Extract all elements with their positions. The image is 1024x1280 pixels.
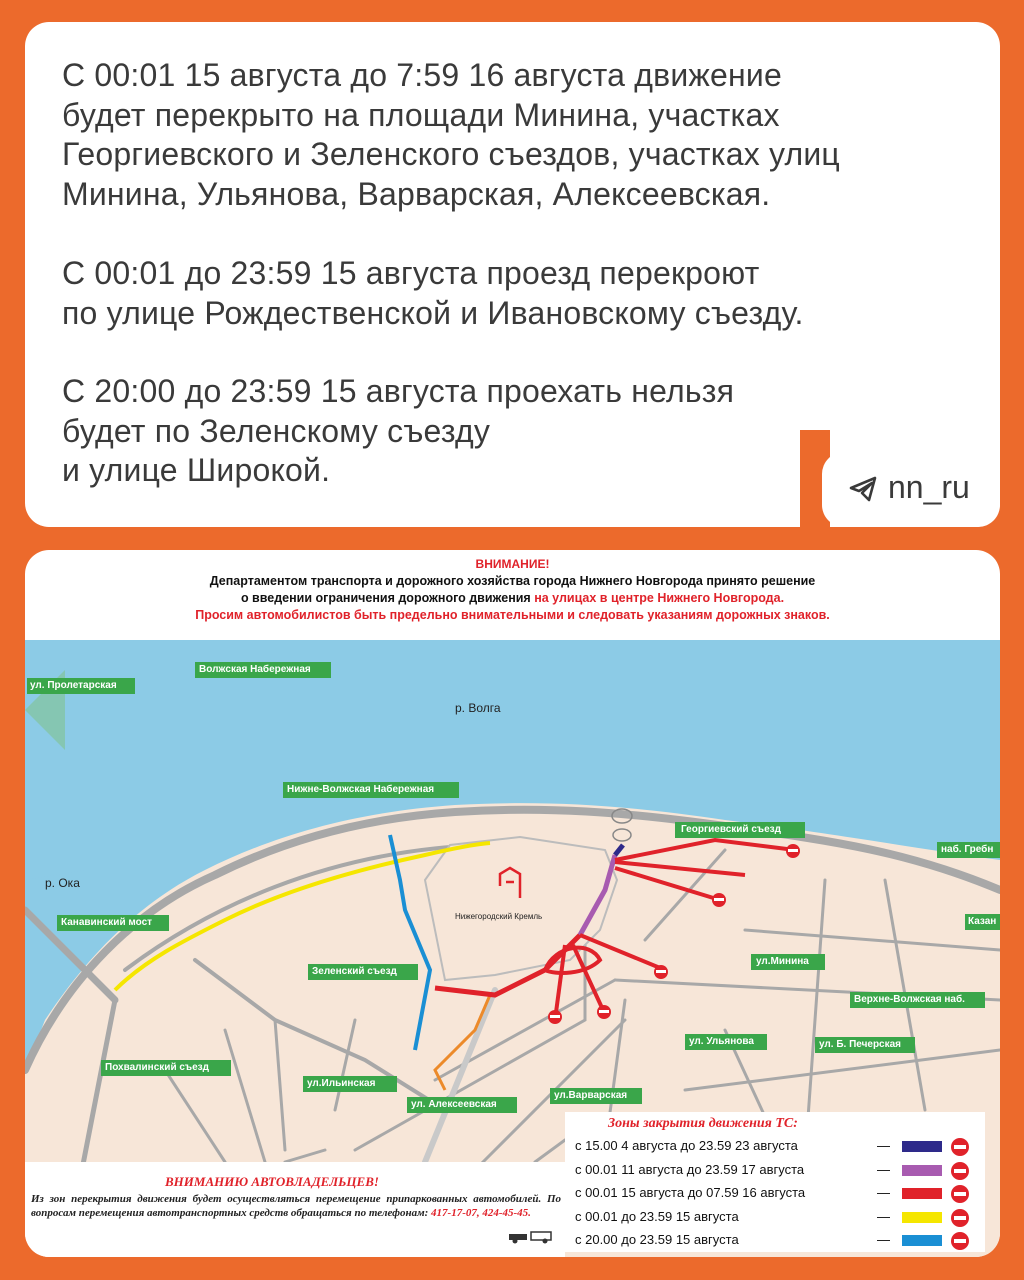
street-label: Волжская Набережная — [199, 664, 311, 675]
legend — [565, 1112, 985, 1252]
owners-notice — [25, 1162, 565, 1257]
notice-heading: ВНИМАНИЕ! — [475, 557, 550, 571]
notice-line2-black: о введении ограничения дорожного движения — [240, 591, 535, 605]
paragraph-3 — [62, 372, 962, 491]
street-label: Нижне-Волжская Набережная — [287, 784, 435, 795]
label-kremlin: Нижегородский Кремль — [455, 912, 543, 921]
tow-truck-icon — [507, 1228, 557, 1244]
legend-row — [575, 1232, 739, 1247]
legend-row-text: с 00.01 11 августа до 23.59 17 августа — [575, 1162, 805, 1177]
legend-row-text: с 20.00 до 23.59 15 августа — [575, 1232, 739, 1247]
street-label: ул. Алексеевская — [411, 1099, 497, 1110]
legend-row — [575, 1209, 739, 1224]
legend-row-text: с 15.00 4 августа до 23.59 23 августа — [575, 1138, 798, 1153]
street-label: Канавинский мост — [61, 917, 153, 928]
owners-notice-text — [31, 1192, 561, 1220]
owners-notice-title: ВНИМАНИЮ АВТОВЛАДЕЛЬЦЕВ! — [165, 1174, 379, 1189]
street-label: Верхне-Волжская наб. — [854, 994, 965, 1005]
legend-row — [575, 1162, 804, 1177]
legend-swatch-red — [902, 1188, 942, 1199]
legend-swatch-navy — [902, 1141, 942, 1152]
legend-swatch-blue — [902, 1235, 942, 1246]
legend-row-text: с 00.01 до 23.59 15 августа — [575, 1209, 739, 1224]
legend-dash: — — [877, 1209, 890, 1224]
text-line: Георгиевского и Зеленского съездов, участках улиц — [62, 136, 840, 172]
street-label: ул. Б. Печерская — [819, 1039, 902, 1050]
street-label: ул.Варварская — [554, 1090, 628, 1101]
channel-handle: nn_ru — [888, 469, 970, 505]
text-line: по улице Рождественской и Ивановскому съезду. — [62, 294, 804, 331]
legend-swatch-purple — [902, 1165, 942, 1176]
legend-row — [575, 1185, 805, 1200]
no-entry-icons — [949, 1138, 971, 1250]
map-card — [25, 550, 1000, 1257]
text-line: и улице Широкой. — [62, 452, 331, 488]
paragraph-2 — [62, 254, 962, 333]
label-volga: р. Волга — [455, 701, 501, 715]
street-label: ул. Ульянова — [689, 1036, 754, 1047]
legend-dash: — — [877, 1138, 890, 1153]
street-label: ул. Пролетарская — [30, 680, 117, 691]
street-label: ул.Минина — [756, 956, 809, 967]
legend-row — [575, 1138, 798, 1153]
notice-line2-red: на улицах в центре Нижнего Новгорода. — [534, 591, 785, 605]
text-line: С 00:01 до 23:59 15 августа проезд перекроют — [62, 255, 760, 291]
street-label: наб. Гребн — [941, 844, 994, 855]
legend-title: Зоны закрытия движения ТС: — [608, 1116, 798, 1131]
paragraph-1 — [62, 56, 962, 214]
notice — [25, 556, 1000, 624]
notice-line1: Департаментом транспорта и дорожного хозяйства города Нижнего Новгорода принято решение — [209, 574, 816, 588]
owners-notice-phones: 417-17-07, 424-45-45. — [431, 1207, 531, 1219]
label-oka: р. Ока — [45, 876, 80, 890]
street-label: Зеленский съезд — [312, 966, 397, 977]
text-line: Минина, Ульянова, Варварская, Алексеевская. — [62, 175, 771, 212]
text-line: С 00:01 15 августа до 7:59 16 августа движение — [62, 57, 782, 93]
text-line: будет по Зеленскому съезду — [62, 412, 491, 449]
notice-line3: Просим автомобилистов быть предельно внимательными и следовать указаниям дорожных знаков. — [195, 608, 830, 622]
street-label: ул.Ильинская — [307, 1078, 376, 1089]
legend-dash: — — [877, 1185, 890, 1200]
street-label: Казан — [968, 916, 997, 927]
owners-notice-body: Из зон перекрытия движения будет осуществляться перемещение припаркованных автомобилей. По вопросам перемещения автотранспортных средств обращаться по телефонам: — [31, 1193, 561, 1219]
street-label: Похвалинский съезд — [105, 1062, 209, 1073]
legend-dash: — — [877, 1162, 890, 1177]
legend-row-text: с 00.01 15 августа до 07.59 16 августа — [575, 1185, 806, 1200]
text-line: С 20:00 до 23:59 15 августа проехать нельзя — [62, 373, 735, 409]
text-line: будет перекрыто на площади Минина, участках — [62, 96, 780, 133]
legend-swatch-yellow — [902, 1212, 942, 1223]
street-label: Георгиевский съезд — [681, 824, 781, 835]
legend-dash: — — [877, 1232, 890, 1247]
notice-line2 — [25, 590, 1000, 607]
